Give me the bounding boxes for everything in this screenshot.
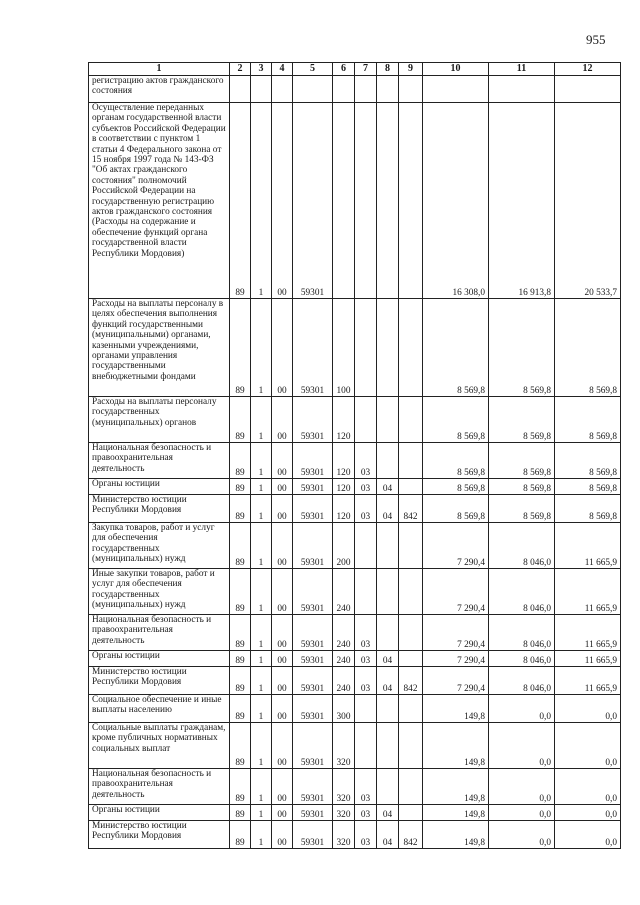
cell-code-2: 89 — [230, 805, 251, 821]
cell-code-4: 00 — [272, 651, 293, 667]
cell-amount-11: 16 913,8 — [489, 103, 555, 299]
cell-code-3: 1 — [251, 695, 272, 723]
cell-amount-12: 8 569,8 — [555, 443, 621, 479]
cell-target-code: 59301 — [293, 103, 333, 299]
cell-section — [355, 397, 377, 443]
header-col-5: 5 — [293, 63, 333, 76]
cell-amount-10: 7 290,4 — [423, 569, 489, 615]
cell-target-code: 59301 — [293, 569, 333, 615]
cell-amount-10: 8 569,8 — [423, 495, 489, 523]
cell-expense-type: 320 — [333, 805, 355, 821]
cell-ministry-code — [399, 569, 423, 615]
cell-target-code: 59301 — [293, 805, 333, 821]
cell-amount-10: 7 290,4 — [423, 615, 489, 651]
cell-target-code: 59301 — [293, 443, 333, 479]
cell-amount-10: 8 569,8 — [423, 443, 489, 479]
cell-expense-type: 240 — [333, 569, 355, 615]
cell-target-code: 59301 — [293, 723, 333, 769]
cell-target-code: 59301 — [293, 695, 333, 723]
cell-amount-10: 8 569,8 — [423, 299, 489, 397]
cell-code-3: 1 — [251, 769, 272, 805]
cell-ministry-code — [399, 103, 423, 299]
cell-target-code: 59301 — [293, 479, 333, 495]
cell-target-code: 59301 — [293, 523, 333, 569]
cell-amount-10 — [423, 76, 489, 103]
cell-amount-11: 8 046,0 — [489, 615, 555, 651]
cell-subsection — [377, 103, 399, 299]
cell-code-2: 89 — [230, 523, 251, 569]
cell-code-4: 00 — [272, 695, 293, 723]
cell-expense-type: 320 — [333, 821, 355, 849]
cell-section — [355, 76, 377, 103]
cell-description: Социальные выплаты гражданам, кроме публичных нормативных социальных выплат — [89, 723, 230, 769]
cell-code-2: 89 — [230, 443, 251, 479]
header-col-12: 12 — [555, 63, 621, 76]
cell-code-3: 1 — [251, 805, 272, 821]
cell-code-2: 89 — [230, 651, 251, 667]
cell-ministry-code — [399, 615, 423, 651]
table-row — [89, 615, 621, 651]
cell-code-3: 1 — [251, 615, 272, 651]
cell-code-4: 00 — [272, 723, 293, 769]
cell-amount-11: 0,0 — [489, 805, 555, 821]
table-row — [89, 443, 621, 479]
cell-ministry-code — [399, 76, 423, 103]
cell-subsection — [377, 569, 399, 615]
cell-amount-10: 8 569,8 — [423, 397, 489, 443]
cell-code-2: 89 — [230, 103, 251, 299]
table-row — [89, 479, 621, 495]
header-col-10: 10 — [423, 63, 489, 76]
cell-description: Министерство юстиции Республики Мордовия — [89, 495, 230, 523]
cell-description: Министерство юстиции Республики Мордовия — [89, 821, 230, 849]
header-col-4: 4 — [272, 63, 293, 76]
cell-ministry-code — [399, 769, 423, 805]
cell-section: 03 — [355, 821, 377, 849]
cell-ministry-code — [399, 443, 423, 479]
cell-expense-type: 240 — [333, 615, 355, 651]
cell-code-4 — [272, 76, 293, 103]
cell-amount-11: 8 046,0 — [489, 651, 555, 667]
page-number: 955 — [586, 32, 606, 47]
cell-ministry-code — [399, 805, 423, 821]
cell-description: Национальная безопасность и правоохранительная деятельность — [89, 769, 230, 805]
cell-amount-12: 8 569,8 — [555, 495, 621, 523]
cell-subsection: 04 — [377, 821, 399, 849]
cell-amount-12: 0,0 — [555, 769, 621, 805]
cell-code-3: 1 — [251, 667, 272, 695]
header-col-11: 11 — [489, 63, 555, 76]
cell-target-code: 59301 — [293, 667, 333, 695]
header-row — [89, 63, 621, 76]
cell-subsection — [377, 443, 399, 479]
cell-code-4: 00 — [272, 769, 293, 805]
table-row — [89, 723, 621, 769]
cell-code-4: 00 — [272, 667, 293, 695]
cell-description: Органы юстиции — [89, 805, 230, 821]
header-col-8: 8 — [377, 63, 399, 76]
cell-amount-11: 8 569,8 — [489, 299, 555, 397]
cell-target-code: 59301 — [293, 299, 333, 397]
table-row — [89, 495, 621, 523]
cell-code-3: 1 — [251, 103, 272, 299]
cell-description: Национальная безопасность и правоохранительная деятельность — [89, 443, 230, 479]
cell-section: 03 — [355, 667, 377, 695]
header-col-3: 3 — [251, 63, 272, 76]
cell-code-4: 00 — [272, 569, 293, 615]
cell-section — [355, 523, 377, 569]
cell-code-4: 00 — [272, 805, 293, 821]
cell-subsection — [377, 723, 399, 769]
cell-subsection — [377, 769, 399, 805]
cell-subsection: 04 — [377, 495, 399, 523]
cell-code-2: 89 — [230, 479, 251, 495]
cell-target-code: 59301 — [293, 821, 333, 849]
cell-section — [355, 695, 377, 723]
cell-expense-type: 240 — [333, 651, 355, 667]
cell-expense-type: 300 — [333, 695, 355, 723]
cell-amount-11 — [489, 76, 555, 103]
cell-amount-12: 11 665,9 — [555, 615, 621, 651]
cell-code-3: 1 — [251, 299, 272, 397]
cell-code-2: 89 — [230, 821, 251, 849]
cell-amount-11: 8 569,8 — [489, 479, 555, 495]
cell-target-code: 59301 — [293, 651, 333, 667]
cell-code-2: 89 — [230, 667, 251, 695]
cell-expense-type — [333, 76, 355, 103]
cell-expense-type: 240 — [333, 667, 355, 695]
table-row — [89, 76, 621, 103]
cell-code-4: 00 — [272, 495, 293, 523]
cell-code-2: 89 — [230, 397, 251, 443]
cell-amount-10: 7 290,4 — [423, 667, 489, 695]
cell-expense-type: 120 — [333, 495, 355, 523]
cell-target-code: 59301 — [293, 397, 333, 443]
cell-description: регистрацию актов гражданского состояния — [89, 76, 230, 103]
cell-amount-11: 0,0 — [489, 695, 555, 723]
cell-amount-12: 8 569,8 — [555, 397, 621, 443]
cell-amount-11: 8 046,0 — [489, 523, 555, 569]
cell-code-4: 00 — [272, 443, 293, 479]
header-col-1: 1 — [89, 63, 230, 76]
cell-amount-11: 8 569,8 — [489, 397, 555, 443]
cell-description: Закупка товаров, работ и услуг для обеспечения государственных (муниципальных) нужд — [89, 523, 230, 569]
cell-amount-12: 0,0 — [555, 821, 621, 849]
table-row — [89, 397, 621, 443]
cell-code-4: 00 — [272, 479, 293, 495]
cell-target-code: 59301 — [293, 615, 333, 651]
cell-ministry-code — [399, 523, 423, 569]
cell-description: Расходы на выплаты персоналу в целях обеспечения выполнения функций государственными (муниципальными) органами, казенными учреждениями, органами управления государственными внебюджетными фондами — [89, 299, 230, 397]
cell-amount-12: 0,0 — [555, 723, 621, 769]
cell-section — [355, 723, 377, 769]
cell-amount-10: 149,8 — [423, 805, 489, 821]
table-row — [89, 667, 621, 695]
cell-section: 03 — [355, 479, 377, 495]
cell-code-4: 00 — [272, 523, 293, 569]
cell-code-3: 1 — [251, 723, 272, 769]
cell-code-4: 00 — [272, 299, 293, 397]
cell-amount-12: 11 665,9 — [555, 569, 621, 615]
cell-amount-10: 149,8 — [423, 723, 489, 769]
cell-code-3 — [251, 76, 272, 103]
cell-expense-type: 200 — [333, 523, 355, 569]
table-row — [89, 569, 621, 615]
cell-section: 03 — [355, 443, 377, 479]
budget-table — [88, 62, 621, 849]
cell-expense-type: 320 — [333, 723, 355, 769]
cell-description: Социальное обеспечение и иные выплаты населению — [89, 695, 230, 723]
header-col-9: 9 — [399, 63, 423, 76]
cell-code-4: 00 — [272, 615, 293, 651]
cell-amount-12: 0,0 — [555, 805, 621, 821]
cell-amount-10: 149,8 — [423, 821, 489, 849]
cell-description: Национальная безопасность и правоохранительная деятельность — [89, 615, 230, 651]
cell-subsection: 04 — [377, 479, 399, 495]
cell-subsection: 04 — [377, 805, 399, 821]
cell-amount-12: 11 665,9 — [555, 651, 621, 667]
cell-amount-10: 149,8 — [423, 769, 489, 805]
cell-code-3: 1 — [251, 523, 272, 569]
table-row — [89, 769, 621, 805]
cell-description: Министерство юстиции Республики Мордовия — [89, 667, 230, 695]
cell-amount-11: 8 046,0 — [489, 667, 555, 695]
cell-amount-12: 20 533,7 — [555, 103, 621, 299]
cell-ministry-code: 842 — [399, 821, 423, 849]
cell-description: Расходы на выплаты персоналу государственных (муниципальных) органов — [89, 397, 230, 443]
cell-target-code — [293, 76, 333, 103]
cell-subsection — [377, 397, 399, 443]
cell-code-2: 89 — [230, 569, 251, 615]
cell-ministry-code — [399, 651, 423, 667]
cell-ministry-code: 842 — [399, 495, 423, 523]
cell-code-2: 89 — [230, 615, 251, 651]
cell-code-3: 1 — [251, 397, 272, 443]
cell-amount-10: 7 290,4 — [423, 523, 489, 569]
cell-expense-type: 120 — [333, 397, 355, 443]
cell-expense-type: 320 — [333, 769, 355, 805]
cell-code-4: 00 — [272, 103, 293, 299]
cell-expense-type: 120 — [333, 479, 355, 495]
cell-code-2 — [230, 76, 251, 103]
cell-subsection — [377, 523, 399, 569]
cell-code-3: 1 — [251, 495, 272, 523]
cell-amount-12: 8 569,8 — [555, 299, 621, 397]
cell-amount-12: 11 665,9 — [555, 523, 621, 569]
cell-code-2: 89 — [230, 769, 251, 805]
cell-target-code: 59301 — [293, 769, 333, 805]
header-col-6: 6 — [333, 63, 355, 76]
cell-description: Органы юстиции — [89, 651, 230, 667]
cell-amount-11: 0,0 — [489, 769, 555, 805]
cell-description: Осуществление переданных органам государственной власти субъектов Российской Федерации в соответствии с пунктом 1 статьи 4 Федерального закона от 15 ноября 1997 года № 143-ФЗ "Об актах гражданского состояния" полномочий Российской Федерации на государственную регистрацию актов гражданского состояния (Расходы на содержание и обеспечение функций органа государственной власти Республики Мордовия) — [89, 103, 230, 299]
cell-amount-10: 149,8 — [423, 695, 489, 723]
cell-section: 03 — [355, 805, 377, 821]
table-row — [89, 695, 621, 723]
cell-code-3: 1 — [251, 569, 272, 615]
cell-amount-12: 0,0 — [555, 695, 621, 723]
cell-section — [355, 569, 377, 615]
cell-code-2: 89 — [230, 299, 251, 397]
cell-code-4: 00 — [272, 821, 293, 849]
cell-code-4: 00 — [272, 397, 293, 443]
cell-expense-type: 100 — [333, 299, 355, 397]
cell-code-3: 1 — [251, 821, 272, 849]
cell-subsection — [377, 299, 399, 397]
cell-code-2: 89 — [230, 723, 251, 769]
cell-subsection — [377, 76, 399, 103]
cell-ministry-code — [399, 397, 423, 443]
cell-amount-10: 16 308,0 — [423, 103, 489, 299]
cell-amount-10: 8 569,8 — [423, 479, 489, 495]
cell-amount-11: 8 569,8 — [489, 495, 555, 523]
cell-ministry-code — [399, 695, 423, 723]
cell-section: 03 — [355, 495, 377, 523]
cell-subsection — [377, 695, 399, 723]
cell-code-2: 89 — [230, 695, 251, 723]
table-row — [89, 299, 621, 397]
cell-expense-type — [333, 103, 355, 299]
cell-section — [355, 299, 377, 397]
cell-section — [355, 103, 377, 299]
cell-ministry-code — [399, 479, 423, 495]
cell-code-2: 89 — [230, 495, 251, 523]
table-row — [89, 805, 621, 821]
cell-description: Органы юстиции — [89, 479, 230, 495]
cell-amount-11: 0,0 — [489, 821, 555, 849]
cell-amount-12: 11 665,9 — [555, 667, 621, 695]
cell-amount-11: 8 046,0 — [489, 569, 555, 615]
cell-section: 03 — [355, 615, 377, 651]
cell-ministry-code — [399, 299, 423, 397]
cell-subsection — [377, 615, 399, 651]
cell-amount-12 — [555, 76, 621, 103]
table-body — [89, 76, 621, 849]
header-col-7: 7 — [355, 63, 377, 76]
cell-target-code: 59301 — [293, 495, 333, 523]
table-row — [89, 103, 621, 299]
header-col-2: 2 — [230, 63, 251, 76]
cell-expense-type: 120 — [333, 443, 355, 479]
cell-code-3: 1 — [251, 443, 272, 479]
table-row — [89, 651, 621, 667]
cell-section: 03 — [355, 651, 377, 667]
cell-amount-11: 8 569,8 — [489, 443, 555, 479]
cell-code-3: 1 — [251, 651, 272, 667]
cell-description: Иные закупки товаров, работ и услуг для обеспечения государственных (муниципальных) нужд — [89, 569, 230, 615]
cell-amount-12: 8 569,8 — [555, 479, 621, 495]
table-row — [89, 821, 621, 849]
cell-subsection: 04 — [377, 667, 399, 695]
table-row — [89, 523, 621, 569]
cell-subsection: 04 — [377, 651, 399, 667]
cell-amount-11: 0,0 — [489, 723, 555, 769]
cell-code-3: 1 — [251, 479, 272, 495]
cell-ministry-code — [399, 723, 423, 769]
cell-section: 03 — [355, 769, 377, 805]
cell-ministry-code: 842 — [399, 667, 423, 695]
cell-amount-10: 7 290,4 — [423, 651, 489, 667]
